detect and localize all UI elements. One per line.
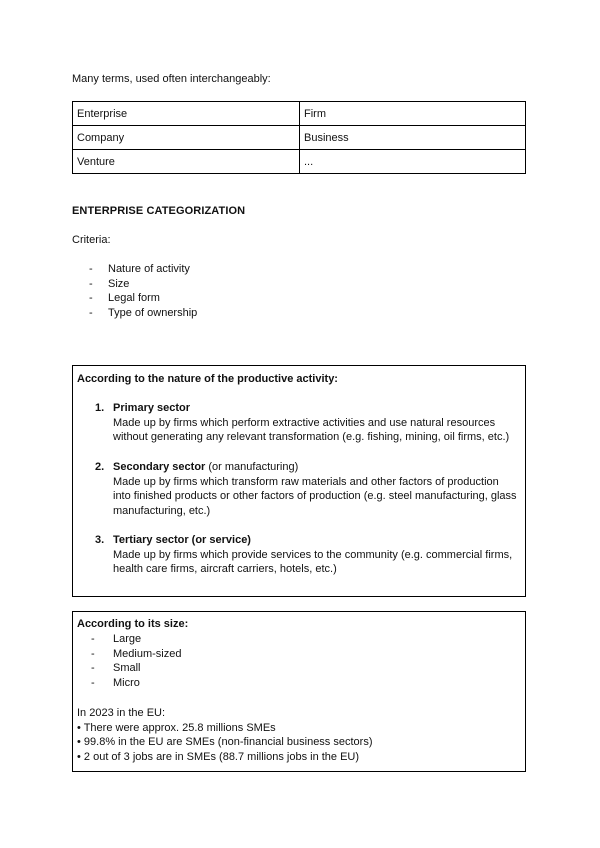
size-list [91,632,291,691]
sector-description-line: manufacturing, etc.) [113,505,211,518]
list-item: - Small [91,662,141,675]
table-cell: Enterprise [73,102,300,126]
sector-item-primary [95,401,520,445]
sector-description-line: health care firms, aircraft carriers, hotels, etc.) [113,563,337,576]
sector-name: Secondary sector [113,461,206,473]
list-item: - Legal form [89,292,160,305]
sector-number: 3. [95,534,105,546]
list-item: - Micro [91,677,140,690]
eu-fact-line: • There were approx. 25.8 millions SMEs [77,721,276,734]
table-cell: Venture [73,150,300,174]
sector-item-secondary [95,460,520,519]
criteria-label: Criteria: [72,234,111,246]
activity-box [72,365,526,597]
table-row [73,102,526,126]
sector-number: 1. [95,402,105,414]
sector-description-line: Made up by firms which perform extractive activities and use natural resources [113,416,496,429]
activity-box-title: According to the nature of the productive activity: [77,373,338,385]
sector-suffix: (or manufacturing) [205,461,299,473]
terms-table [72,101,526,174]
table-cell: Company [73,126,300,150]
table-cell: Business [300,126,526,150]
table-row [73,126,526,150]
eu-fact-line: • 99.8% in the EU are SMEs (non-financial business sectors) [77,736,373,749]
intro-text: Many terms, used often interchangeably: [72,73,271,85]
sector-description-line: into finished products or other factors of production (e.g. steel manufacturing, glass [113,490,517,503]
sector-description-line: Made up by firms which transform raw materials and other factors of production [113,475,499,488]
list-item: - Size [89,277,130,290]
sector-name: Primary sector [113,402,191,414]
eu-facts [77,706,373,765]
eu-facts-title: In 2023 in the EU: [77,707,166,719]
list-item: - Nature of activity [89,263,190,275]
list-item: - Type of ownership [89,307,198,320]
size-box [72,611,526,772]
sector-number: 2. [95,461,105,473]
sector-name: Tertiary sector (or service) [113,534,251,546]
criteria-list [89,262,389,321]
sector-description-line: without generating any relevant transformation (e.g. fishing, mining, oil firms, etc.) [113,431,510,444]
section-heading: ENTERPRISE CATEGORIZATION [72,205,246,217]
sector-description-line: Made up by firms which provide services to the community (e.g. commercial firms, [113,548,513,561]
table-cell: ... [300,150,526,174]
eu-fact-line: • 2 out of 3 jobs are in SMEs (88.7 millions jobs in the EU) [77,751,360,764]
size-box-title: According to its size: [77,618,189,630]
table-row [73,150,526,174]
list-item: - Large [91,633,142,645]
table-cell: Firm [300,102,526,126]
sector-item-tertiary [95,533,520,577]
list-item: - Medium-sized [91,647,182,660]
